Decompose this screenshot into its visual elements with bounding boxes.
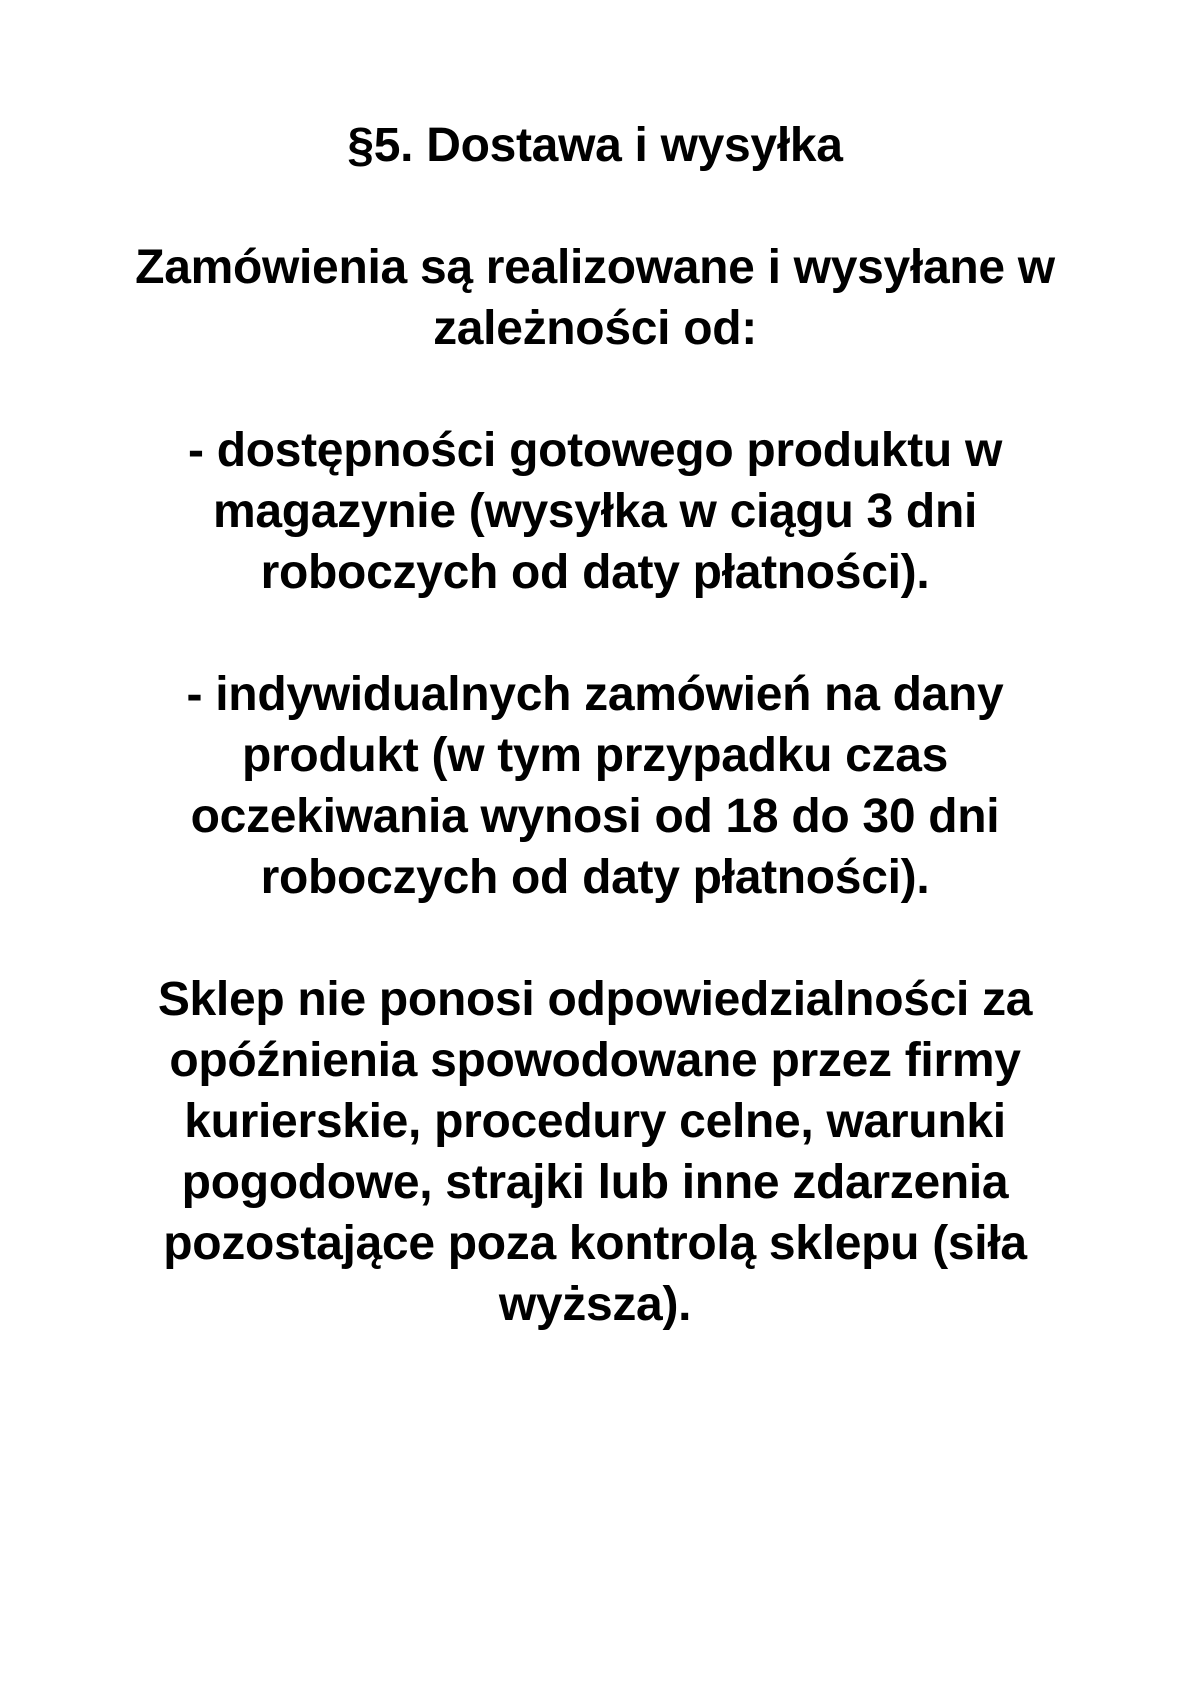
disclaimer-line: wyższa). [498,1278,692,1331]
item1-line: roboczych od daty płatności). [260,546,930,599]
disclaimer-line: opóźnienia spowodowane przez firmy [169,1034,1021,1087]
disclaimer-line: kurierskie, procedury celne, warunki [184,1095,1006,1148]
item1-line: - dostępności gotowego produktu w [187,424,1003,477]
item1-line: magazynie (wysyłka w ciągu 3 dni [212,485,978,538]
section-heading: §5. Dostawa i wysyłka [347,119,843,172]
item2-line: oczekiwania wynosi od 18 do 30 dni [190,790,1000,843]
intro-line: zależności od: [433,302,757,355]
disclaimer-line: Sklep nie ponosi odpowiedzialności za [157,973,1033,1026]
item2-line: - indywidualnych zamówień na dany [186,668,1004,721]
disclaimer-line: pozostające poza kontrolą sklepu (siła [163,1217,1027,1270]
item2-line: roboczych od daty płatności). [260,851,930,904]
disclaimer-line: pogodowe, strajki lub inne zdarzenia [181,1156,1009,1209]
intro-line: Zamówienia są realizowane i wysyłane w [135,241,1055,294]
item2-line: produkt (w tym przypadku czas [241,729,949,782]
